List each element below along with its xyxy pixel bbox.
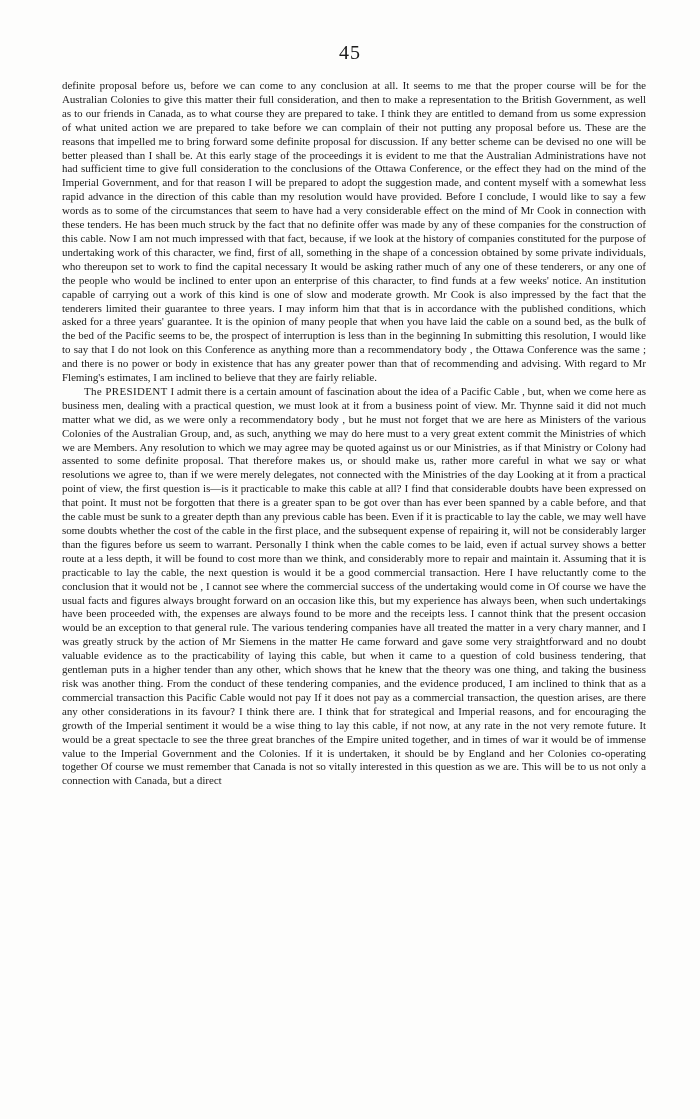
page-number: 45 (339, 42, 361, 64)
speaker-name: The PRESIDENT (84, 385, 168, 398)
paragraph-text: I admit there is a certain amount of fascination about the idea of a Pacific Cable , but, when we come here as business men, dealing with a practical question, we must look at it from a business point of view. Mr. Thynne said it did not much matter what we did, as we were only a recommendatory body , but he must not forget that we are here as Ministers of the various Colonies of the Australian Group, and, as such, anything we may do here must to a very great extent commit the Ministries of which we are Members. Any resolution to which we may agree may be quoted against us or our Ministries, as if that Ministry or Colony had assented to some definite proposal. That therefore makes us, or should make us, rather more careful in what we say or what resolutions we agree to, than if we were merely delegates, not connected with the Ministries of the day Looking at it from a practical point of view, the first question is—is it practicable to make this cable at all? I find that considerable doubts have been expressed on that point. It must not be forgotten that there is a greater span to be got over than has ever been spanned by a cable before, and that the cable must be sunk to a greater depth than any previous cable has been. Even if it is practicable to lay the cable, we may well have some doubts whether the cost of the cable in the first place, and the subsequent expense of repairing it, will not be considerably larger than the figures before us seem to warrant. Personally I think when the cable comes to be laid, even if actual survey shows a better route at a less depth, it will be found to cost more than we think, and considerably more to repair and maintain it. Assuming that it is practicable to lay the cable, the next question is would it be a good commercial transaction. Here I have reluctantly come to the conclusion that it would not be , I cannot see where the commercial success of the undertaking would come in Of course we have the usual facts and figures always brought forward on an occasion like this, but my experience has always been, when such undertakings have been proceeded with, the expenses are always found to be more and the receipts less. I cannot think that the present occasion would be an exception to that general rule. The various tendering companies have all treated the matter in a very chary manner, and I was greatly struck by the action of Mr Siemens in the matter He came forward and gave some very straightforward and no doubt valuable evidence as to the practicability of laying this cable, but when it came to a question of cold business tendering, that gentleman puts in a higher tender than any other, which shows that he knew that the theory was one thing, and taking the business risk was another thing. From the conduct of these tendering companies, and the evidence produced, I am inclined to think that as a commercial transaction this Pacific Cable would not pay If it does not pay as a commercial transaction, the question arises, are there any other considerations in its favour? I think there are. I think that for strategical and Imperial reasons, and for encouraging the growth of the Imperial sentiment it would be a wise thing to lay this cable, if not now, at any rate in the not very remote future. It would be a great spectacle to see the three great branches of the Empire united together, and in times of war it would be of immense value to the Imperial Government and the Colonies. If it is undertaken, it should be by England and her Colonies co-operating together Of course we must remember that Canada is not so vitally interested in this question as we are. This will be to us not only a connection with Canada, but a direct (62, 385, 646, 788)
paragraph-president (62, 386, 646, 789)
paragraph-text: definite proposal before us, before we can come to any conclusion at all. It seems to me that the proper course will be for the Australian Colonies to give this matter their full consideration, and then to make a representation to the British Government, as well as to our friends in Canada, as to what course they are prepared to take. I think they are entitled to demand from us some expression of what united action we are prepared to take before we can complain of their not putting any proposal before us. These are the reasons that impelled me to bring forward some definite proposal for discussion. If any better scheme can be devised no one will be better pleased than I shall be. At this early stage of the proceedings it is evident to me that the Australian Administrations have not had sufficient time to give full consideration to the conclusions of the Ottawa Conference, or the effect they had on the mind of the Imperial Government, and for that reason I will be prepared to adopt the suggestion made, and content myself with a somewhat less rapid advance in the direction of this cable than my resolution would have provided. Before I conclude, I would like to say a few words as to some of the circumstances that seem to have had a very considerable effect on the mind of Mr Cook in connection with these tenders. He has been much struck by the fact that no definite offer was made by any of these companies for the construction of this cable. Now I am not much impressed with that fact, because, if we look at the history of companies constituted for the purpose of undertaking work of this character, we find, first of all, something in the shape of a concession obtained by some private individuals, who thereupon set to work to find the capital necessary It would be asking rather much of any one of these tenderers, or any one of the people who would be inclined to enter upon an enterprise of this character, to find funds at a few weeks' notice. An institution capable of carrying out a work of this kind is one of slow and moderate growth. Mr Cook is also impressed by the fact that the tenderers limited their guarantee to three years. I may inform him that that is in accordance with the published conditions, which asked for a three years' guarantee. It is the opinion of many people that when you have laid the cable on a sound bed, as the bulk of the bed of the Pacific seems to be, the prospect of interruption is less than in the beginning In submitting this resolution, I would like to say that I do not look on this Conference as anything more than a recommendatory body , the Ottawa Conference was the same ; and there is no power or body in existence that has any greater power than that of recommending and advising. With regard to Mr Fleming's estimates, I am inclined to believe that they are fairly reliable. (62, 80, 646, 385)
body-text (62, 80, 646, 789)
paragraph-continuation (62, 80, 646, 386)
